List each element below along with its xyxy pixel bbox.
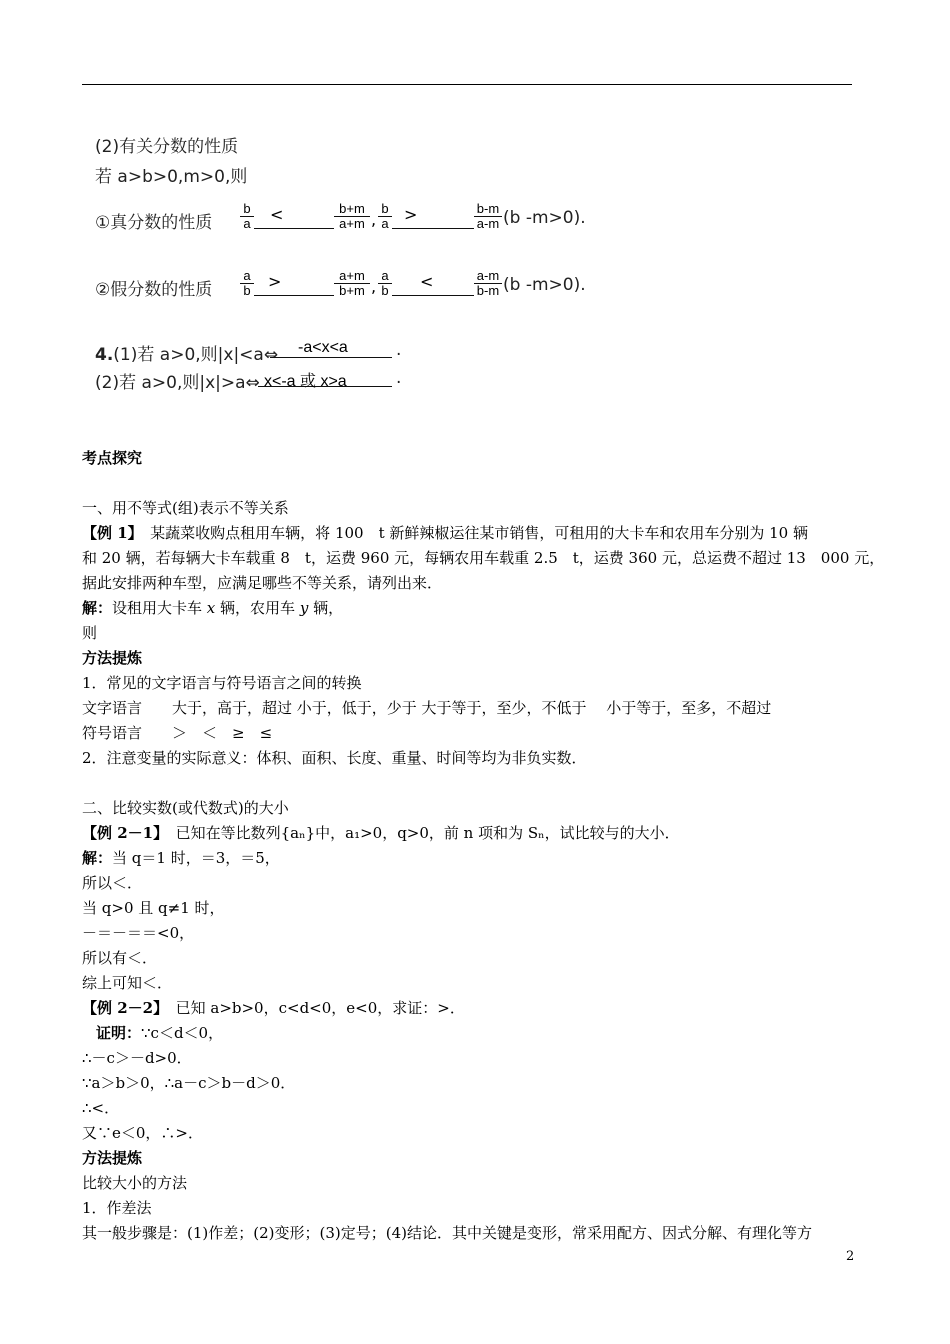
method-2-item-2: 1．作差法 bbox=[82, 1199, 152, 1217]
row1-fraction-3: b a bbox=[378, 202, 392, 231]
row1-tail: (b -m>0). bbox=[503, 208, 586, 228]
proof-line-2: ∴－c＞－d>0． bbox=[82, 1049, 192, 1067]
solution-2-line-3: 当 q>0 且 q≠1 时， bbox=[82, 899, 225, 917]
row2-comma: , bbox=[371, 277, 377, 296]
header-rule bbox=[82, 84, 852, 85]
solution-2-line-4: －＝－＝＝<0， bbox=[82, 924, 195, 942]
row2-tail: (b -m>0). bbox=[503, 275, 586, 295]
row2-fraction-1: a b bbox=[240, 269, 254, 298]
method-2-item-3: 其一般步骤是：(1)作差；(2)变形；(3)定号；(4)结论．其中关键是变形，常采用配方、因式分解、有理化等方 bbox=[82, 1224, 812, 1242]
item4a-answer: -a<x<a bbox=[298, 339, 348, 356]
proof-line-1: 证明：∵c＜d＜0， bbox=[96, 1024, 224, 1042]
example-2-2: 【例 2－2】 已知 a>b>0，c<d<0，e<0，求证：>． bbox=[82, 999, 465, 1017]
solution-2-line-1: 解：当 q＝1 时，＝3，＝5， bbox=[82, 849, 280, 867]
item4a: 4.(1)若 a>0,则|x|<a⇔ bbox=[95, 345, 279, 365]
row1-answer-2: > bbox=[404, 205, 418, 224]
method-heading-2: 方法提炼 bbox=[82, 1149, 143, 1167]
row1-blank-2 bbox=[392, 228, 474, 229]
figure-heading: (2)有关分数的性质 bbox=[95, 137, 239, 157]
solution-1-line-2: 则 bbox=[82, 624, 98, 642]
item4b-answer: x<-a 或 x>a bbox=[264, 373, 347, 390]
row2-fraction-4: a-m b-m bbox=[474, 269, 502, 298]
figure-condition: 若 a>b>0,m>0,则 bbox=[95, 167, 248, 187]
heading-1: 一、用不等式(组)表示不等关系 bbox=[82, 499, 289, 517]
row1-fraction-1: b a bbox=[240, 202, 254, 231]
row1-blank-1 bbox=[254, 228, 334, 229]
row1-fraction-4: b-m a-m bbox=[474, 202, 502, 231]
method-1-item-2: 文字语言 大于，高于，超过 小于，低于，少于 大于等于，至少，不低于 小于等于，至多，不超过 bbox=[82, 699, 772, 717]
item4a-end: . bbox=[396, 340, 402, 360]
item4b-end: . bbox=[396, 368, 402, 388]
method-1-item-4: 2．注意变量的实际意义：体积、面积、长度、重量、时间等均为非负实数． bbox=[82, 749, 587, 767]
row2-answer-1: > bbox=[268, 272, 282, 291]
method-1-item-1: 1．常见的文字语言与符号语言之间的转换 bbox=[82, 674, 362, 692]
row1-comma: , bbox=[371, 210, 377, 229]
example-1-line-3: 据此安排两种车型，应满足哪些不等关系，请列出来． bbox=[82, 574, 443, 592]
method-heading-1: 方法提炼 bbox=[82, 649, 143, 667]
item4a-blank bbox=[270, 357, 392, 358]
row1-label: ①真分数的性质 bbox=[95, 213, 213, 233]
example-1-line-1: 【例 1】 某蔬菜收购点租用车辆，将 100 t 新鲜辣椒运往某市销售，可租用的大卡车和农用车分别为 10 辆 bbox=[82, 524, 808, 542]
method-1-item-3: 符号语言 ＞ ＜ ≥ ≤ bbox=[82, 724, 273, 742]
example-2-1: 【例 2－1】 已知在等比数列{aₙ}中，a₁>0，q>0，前 n 项和为 Sₙ，试比较与的大小． bbox=[82, 824, 680, 842]
row2-blank-1 bbox=[254, 295, 334, 296]
row2-answer-2: < bbox=[420, 272, 434, 291]
proof-line-3: ∵a＞b＞0，∴a－c＞b－d＞0． bbox=[82, 1074, 296, 1092]
solution-2-line-5: 所以有＜． bbox=[82, 949, 158, 967]
row2-fraction-2: a+m b+m bbox=[334, 269, 370, 298]
method-2-item-1: 比较大小的方法 bbox=[82, 1174, 188, 1192]
item4b: (2)若 a>0,则|x|>a⇔ bbox=[95, 373, 260, 393]
solution-1-line-1: 解：设租用大卡车 x 辆，农用车 y 辆， bbox=[82, 599, 344, 617]
solution-2-line-2: 所以＜． bbox=[82, 874, 143, 892]
row2-blank-2 bbox=[392, 295, 474, 296]
row1-fraction-2: b+m a+m bbox=[334, 202, 370, 231]
row1-answer-1: < bbox=[270, 205, 284, 224]
row2-label: ②假分数的性质 bbox=[95, 280, 213, 300]
page-number: 2 bbox=[846, 1249, 855, 1264]
row2-fraction-3: a b bbox=[378, 269, 392, 298]
example-1-line-2: 和 20 辆，若每辆大卡车载重 8 t，运费 960 元，每辆农用车载重 2.5 t，运费 360 元，总运费不超过 13 000 元， bbox=[82, 549, 885, 567]
section-title: 考点探究 bbox=[82, 449, 143, 467]
solution-2-line-6: 综上可知＜． bbox=[82, 974, 173, 992]
proof-line-5: 又∵e＜0，∴>． bbox=[82, 1124, 203, 1142]
heading-2: 二、比较实数(或代数式)的大小 bbox=[82, 799, 289, 817]
proof-line-4: ∴<． bbox=[82, 1099, 120, 1117]
